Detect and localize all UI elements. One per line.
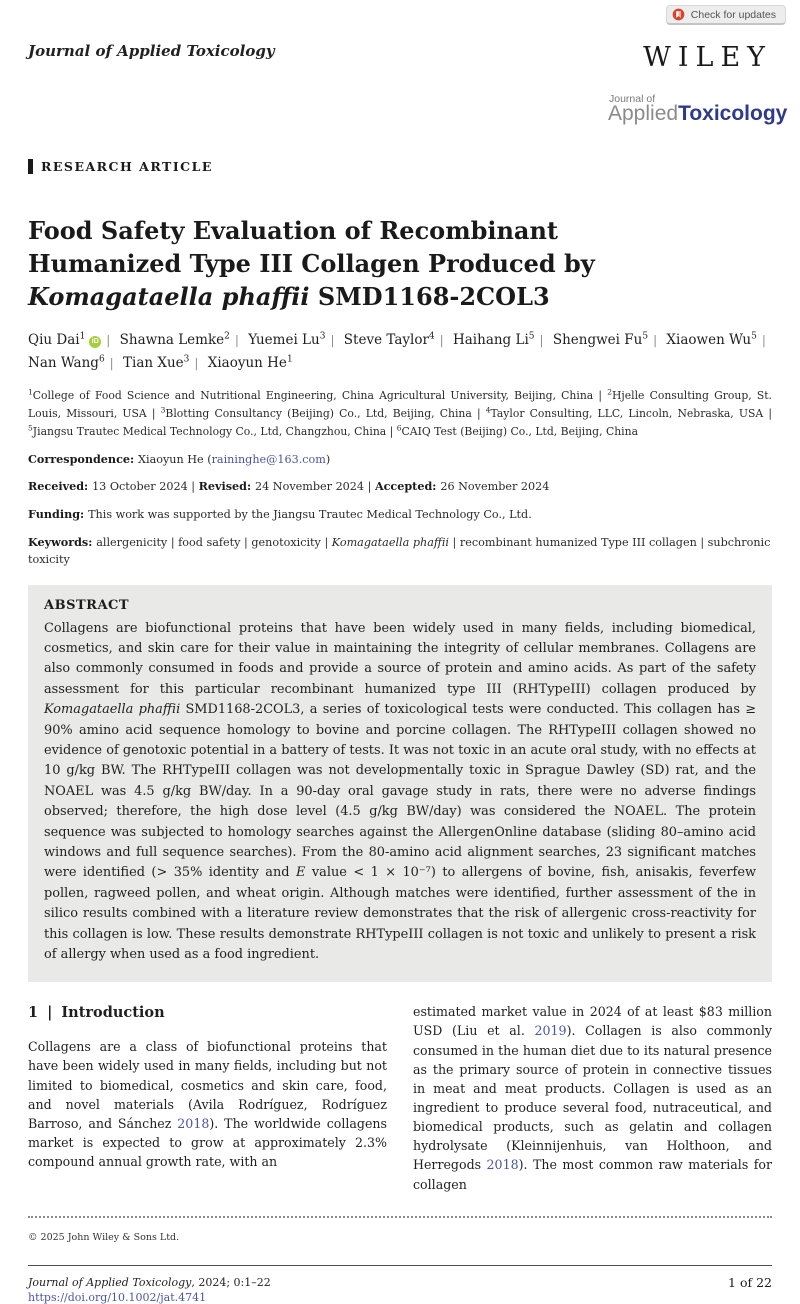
copyright-notice: © 2025 John Wiley & Sons Ltd. [28, 1231, 180, 1243]
dates-line: Received: 13 October 2024 | Revised: 24 November 2024 | Accepted: 26 November 2024 [28, 479, 550, 494]
check-for-updates-label: Check for updates [690, 8, 776, 21]
abstract-heading: ABSTRACT [44, 597, 130, 613]
article-type-bar [28, 159, 33, 174]
author: Haihang Li$^5$ [452, 331, 535, 349]
affiliations: $^1$College of Food Science and Nutritional Engineering, China Agricultural University, Beijing, China | $^2$Hjelle Consulting Group, St. Louis, Missouri, USA | $^3$Blotting Consultancy (Beijing) Co., Ltd, Beijing, China | $^4$Taylor Consulting, LLC, Lincoln, Nebraska, USA | $^5$Jiangsu Trautec Medical Technology Co., Ltd, Changzhou, China | $^6$CAIQ Test (Beijing) Co., Ltd, Beijing, China [28, 387, 772, 438]
article-type-label: RESEARCH ARTICLE [41, 159, 213, 175]
section-heading-introduction [28, 1002, 387, 1024]
author: Tian Xue$^3$ [123, 354, 190, 372]
author-separator: | [330, 333, 335, 348]
dotted-divider [28, 1216, 772, 1218]
author: Nan Wang$^6$ [28, 354, 105, 372]
page-number: 1 of 22 [728, 1274, 772, 1290]
intro-right-column [413, 1002, 772, 1193]
keywords-line: Keywords: allergenicity | food safety | genotoxicity | Komagataella phaffii | recombinant humanized Type III collagen | subchronic toxicity [28, 535, 771, 566]
author-separator: | [194, 356, 199, 371]
author-separator: | [109, 356, 114, 371]
orcid-icon[interactable]: iD [89, 336, 101, 348]
author-separator: | [653, 333, 658, 348]
abstract-box [28, 585, 772, 983]
author: Qiu Dai$^1$ [28, 331, 86, 349]
journal-citation: Journal of Applied Toxicology, 2024; 0:1–22 [28, 1275, 271, 1289]
abstract-body: Collagens are biofunctional proteins that have been widely used in many fields, including biomedical, cosmetics, and skin care for their value in maintaining the integrity of cellular membranes. Collagens are also commonly consumed in foods and provide a source of protein and amino acids. As part of the safety assessment for this particular recombinant humanized type III (RHTypeIII) collagen produced by Komagataella phaffii SMD1168-2COL3, a series of toxicological tests were conducted. This collagen has ≥ 90% amino acid sequence homology to bovine and porcine collagen. The RHTypeIII collagen showed no evidence of genotoxic potential in a battery of tests. It was not toxic in an acute oral study, with no effects at 10 g/kg BW. The RHTypeIII collagen was not developmentally toxic in Sprague Dawley (SD) rat, and the NOAEL was 4.5 g/kg BW/day. In a 90-day oral gavage study in rats, there were no adverse findings observed; therefore, the high dose level (4.5 g/kg BW/day) was considered the NOAEL. The protein sequence was subjected to homology searches against the AllergenOnline database (sliding 80–amino acid windows and full sequence searches). From the 80-amino acid alignment searches, 23 significant matches were identified (> 35% identity and E value < 1 × 10⁻⁷) to allergens of bovine, fish, anisakis, feverfew pollen, ragweed pollen, and wheat origin. Although matches were identified, further assessment of the in silico results combined with a literature review demonstrates that the risk of allergenic cross-reactivity for this collagen is low. These results demonstrate RHTypeIII collagen is not toxic and unlikely to present a risk of allergy when used as a food ingredient. [44, 620, 756, 962]
author-separator: | [761, 333, 766, 348]
section-number: 1 [28, 1004, 39, 1022]
author: Xiaoyun He$^1$ [207, 354, 293, 372]
page-footer [28, 1275, 772, 1304]
funding-line: Funding: This work was supported by the Jiangsu Trautec Medical Technology Co., Ltd. [28, 507, 532, 522]
author: Shengwei Fu$^5$ [552, 331, 649, 349]
wiley-logo: WILEY [643, 42, 772, 73]
author-separator: | [439, 333, 444, 348]
author: Shawna Lemke$^2$ [119, 331, 230, 349]
correspondence-line: Correspondence: Xiaoyun He (raininghe@163.com) [28, 451, 331, 466]
doi-link[interactable]: https://doi.org/10.1002/jat.4741 [28, 1291, 207, 1304]
author: Steve Taylor$^4$ [343, 331, 435, 349]
author-separator: | [234, 333, 239, 348]
section-heading-separator: | [47, 1004, 53, 1022]
journal-logo [608, 93, 788, 125]
intro-left-column [28, 1002, 387, 1193]
page-header [28, 0, 772, 71]
intro-paragraph-left: Collagens are a class of biofunctional proteins that have been widely used in many fields, including but not limited to biomedical, cosmetics and skin care, food, and novel materials (Avila Rodríguez, Rodríguez Barroso, and Sánchez 2018). The worldwide collagens market is expected to grow at approximately 2.3% compound annual growth rate, with an [28, 1039, 387, 1170]
article-title: Food Safety Evaluation of Recombinant Humanized Type III Collagen Produced by Komagataella phaffii SMD1168-2COL3 [28, 216, 595, 312]
journal-logo-toxicology: Toxicology [678, 102, 788, 125]
author: Xiaowen Wu$^5$ [666, 331, 757, 349]
journal-running-head: Journal of Applied Toxicology [28, 42, 275, 60]
journal-logo-applied: Applied [608, 102, 679, 125]
article-type [28, 159, 772, 174]
footer-divider [28, 1265, 772, 1266]
author-separator: | [539, 333, 544, 348]
introduction-section [28, 1002, 772, 1193]
author-list [28, 329, 772, 375]
journal-logo-journal-of: Journal of [609, 93, 656, 105]
intro-paragraph-right: estimated market value in 2024 of at least $83 million USD (Liu et al. 2019). Collagen is also commonly consumed in the human diet due to its natural presence as the primary source of protein in connective tissues in meat and meat products. Collagen is used as an ingredient to produce several food, nutraceutical, and biomedical products, such as gelatin and collagen hydrolysate (Kleinnijenhuis, van Holthoon, and Herregods 2018). The most common raw materials for collagen [413, 1004, 772, 1192]
section-title: Introduction [61, 1004, 165, 1022]
author: Yuemei Lu$^3$ [248, 331, 326, 349]
author-separator: | [106, 333, 111, 348]
